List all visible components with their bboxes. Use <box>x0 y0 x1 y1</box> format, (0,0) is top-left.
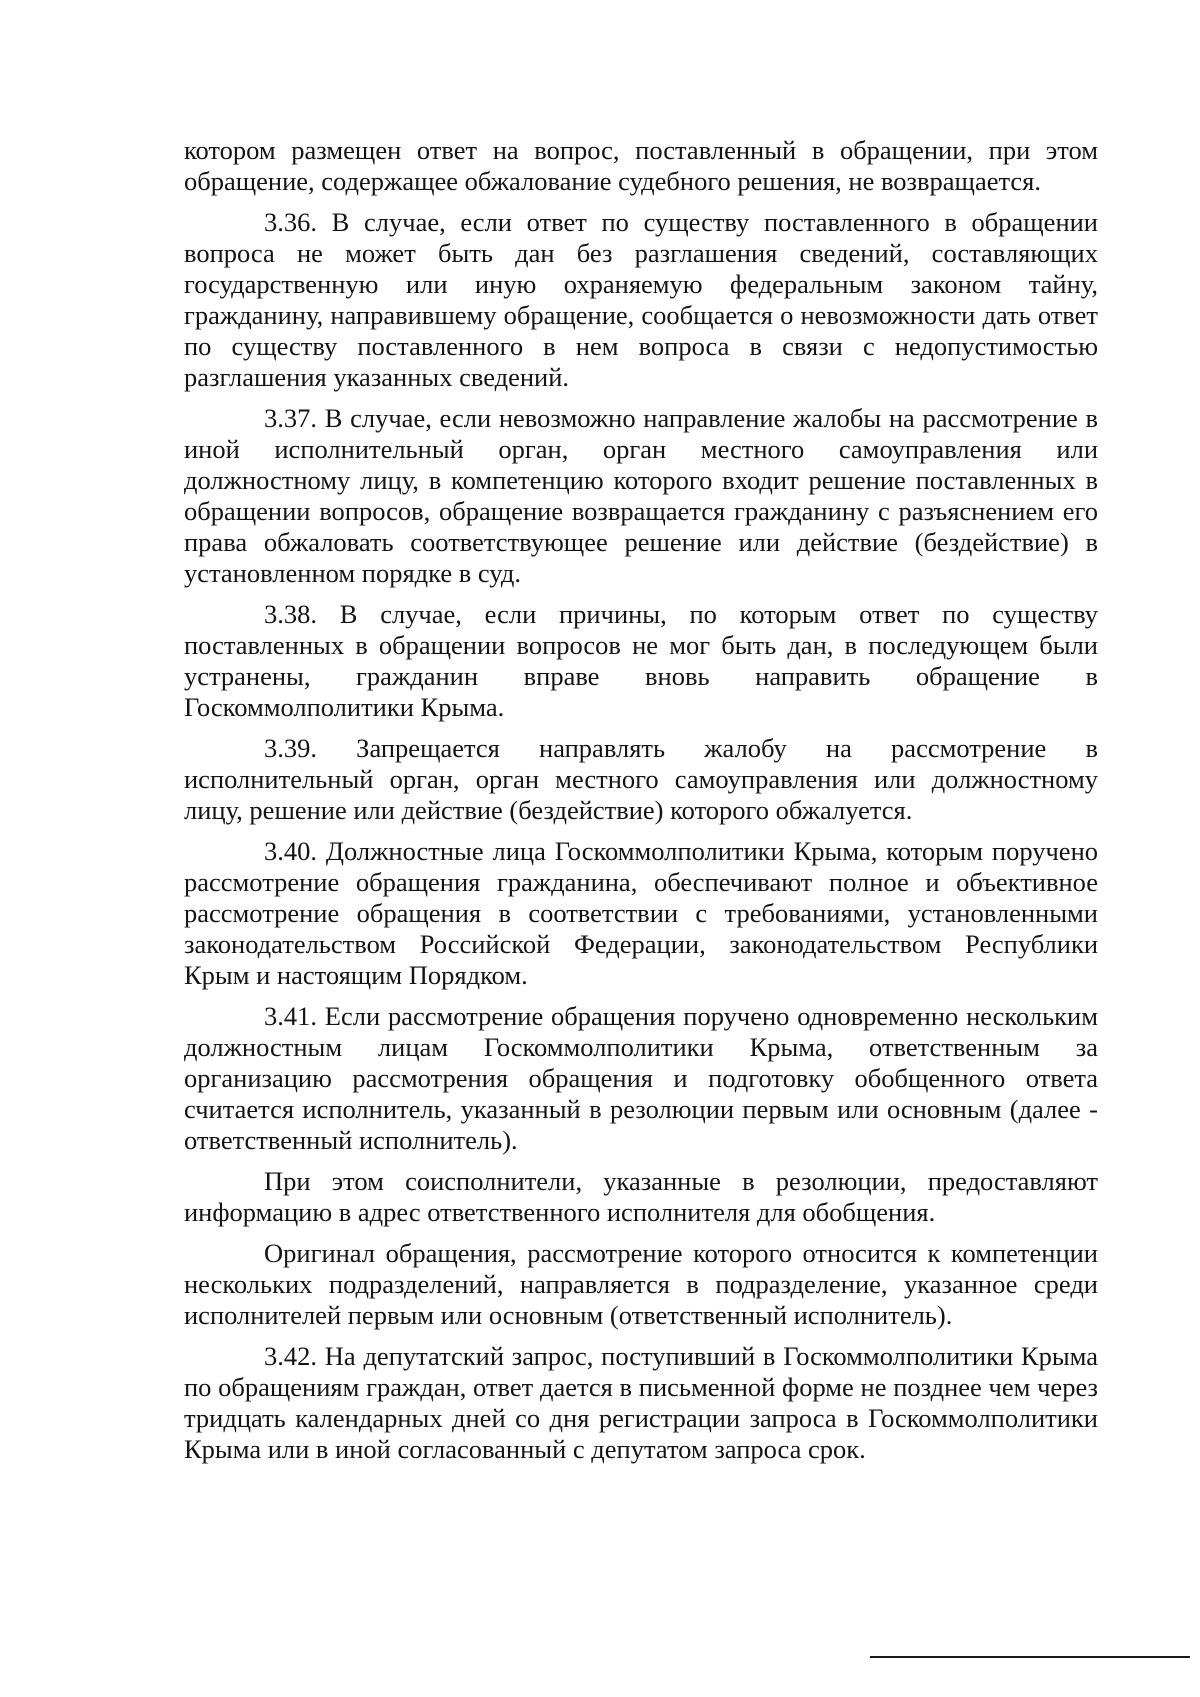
paragraph-3-39: 3.39. Запрещается направлять жалобу на рассмотрение в исполнительный орган, орган местного самоуправления или должностному лицу, решение или действие (бездействие) которого обжалуется. <box>184 733 1098 825</box>
paragraph-3-41-coexecutors: При этом соисполнители, указанные в резолюции, предоставляют информацию в адрес ответственного исполнителя для обобщения. <box>184 1166 1098 1227</box>
paragraph-3-41: 3.41. Если рассмотрение обращения поручено одновременно нескольким должностным лицам Госкоммолполитики Крыма, ответственным за организацию рассмотрения обращения и подготовку обобщенного ответа считается исполнитель, указанный в резолюции первым или основным (далее - ответственный исполнитель). <box>184 1001 1098 1155</box>
paragraph-3-38: 3.38. В случае, если причины, по которым ответ по существу поставленных в обращении вопросов не мог быть дан, в последующем были устранены, гражданин вправе вновь направить обращение в Госкоммолполитики Крыма. <box>184 599 1098 722</box>
paragraph-3-41-original: Оригинал обращения, рассмотрение которого относится к компетенции нескольких подразделений, направляется в подразделение, указанное среди исполнителей первым или основным (ответственный исполнитель). <box>184 1238 1098 1330</box>
paragraph-3-37: 3.37. В случае, если невозможно направление жалобы на рассмотрение в иной исполнительный орган, орган местного самоуправления или должностному лицу, в компетенцию которого входит решение поставленных в обращении вопросов, обращение возвращается гражданину с разъяснением его права обжаловать соответствующее решение или действие (бездействие) в установленном порядке в суд. <box>184 403 1098 588</box>
paragraph-3-36: 3.36. В случае, если ответ по существу поставленного в обращении вопроса не может быть дан без разглашения сведений, составляющих государственную или иную охраняемую федеральным законом тайну, гражданину, направившему обращение, сообщается о невозможности дать ответ по существу поставленного в нем вопроса в связи с недопустимостью разглашения указанных сведений. <box>184 207 1098 392</box>
footer-rule <box>870 1656 1190 1658</box>
paragraph-3-42: 3.42. На депутатский запрос, поступивший в Госкоммолполитики Крыма по обращениям граждан, ответ дается в письменной форме не позднее чем через тридцать календарных дней со дня регистрации запроса в Госкоммолполитики Крыма или в иной согласованный с депутатом запроса срок. <box>184 1341 1098 1464</box>
paragraph-continuation: котором размещен ответ на вопрос, поставленный в обращении, при этом обращение, содержащее обжалование судебного решения, не возвращается. <box>184 135 1098 196</box>
document-body <box>184 135 1098 1475</box>
paragraph-3-40: 3.40. Должностные лица Госкоммолполитики Крыма, которым поручено рассмотрение обращения гражданина, обеспечивают полное и объективное рассмотрение обращения в соответствии с требованиями, установленными законодательством Российской Федерации, законодательством Республики Крым и настоящим Порядком. <box>184 836 1098 990</box>
